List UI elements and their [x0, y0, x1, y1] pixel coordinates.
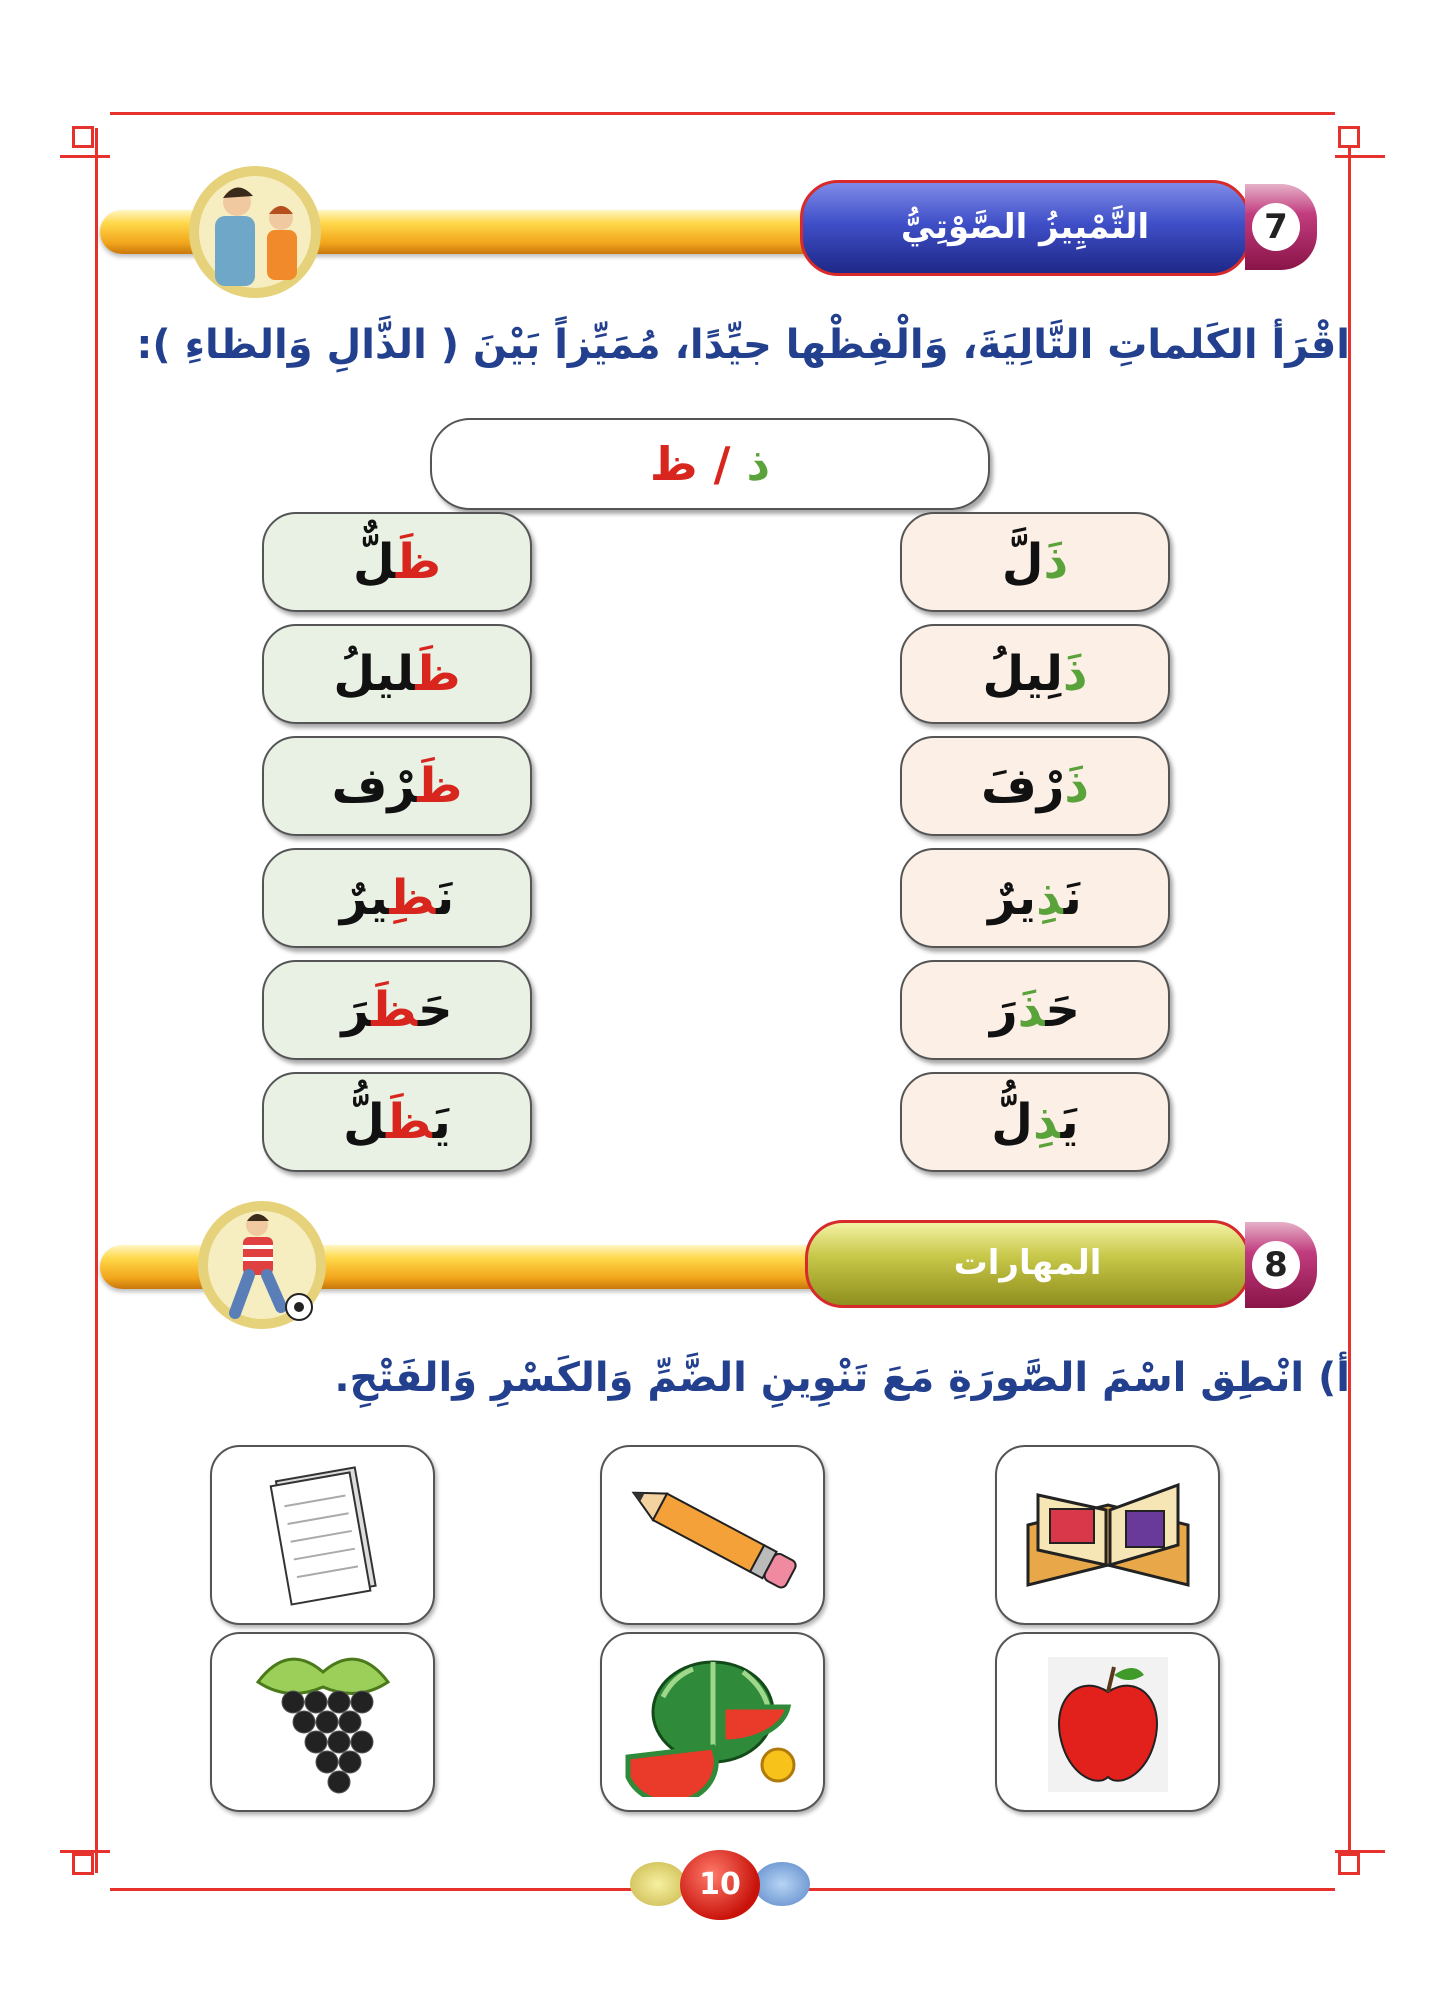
picture-card	[995, 1445, 1220, 1625]
word-pill-zha: ظَرْف	[262, 736, 532, 836]
frame-left	[95, 128, 98, 1873]
dhal-letter: ذ	[746, 437, 771, 491]
paper-icon	[258, 1460, 388, 1610]
zha-letter: ظ	[649, 437, 698, 491]
watermelon-icon	[613, 1647, 813, 1797]
frame-corner	[1338, 126, 1360, 148]
section7-title: التَّمْيِيزُ الصَّوْتِيُّ	[800, 180, 1250, 276]
ornament-right-disc	[754, 1862, 810, 1906]
pencil-icon	[613, 1470, 813, 1600]
picture-card	[995, 1632, 1220, 1812]
frame-corner	[1338, 1853, 1360, 1875]
picture-card	[210, 1632, 435, 1812]
word-pill-zha: ظَليلُ	[262, 624, 532, 724]
page-number-ornament	[630, 1850, 810, 1920]
boy-football-illustration-icon	[195, 1195, 330, 1335]
section7-instruction: اقْرَأ الكَلماتِ التَّالِيَةَ، وَالْفِظْها جيِّدًا، مُمَيِّزاً بَيْنَ ( الذَّالِ وَالظاءِ ):	[136, 322, 1350, 368]
children-illustration-icon	[185, 160, 325, 305]
letters-box	[430, 418, 990, 510]
word-pill-zha: نَظِيرٌ	[262, 848, 532, 948]
frame-ornament	[60, 155, 110, 158]
frame-ornament	[1335, 155, 1385, 158]
word-pill-dhal: ذَرْفَ	[900, 736, 1170, 836]
ornament-left-disc	[630, 1862, 686, 1906]
frame-corner	[72, 1853, 94, 1875]
word-pill-dhal: نَذِيرٌ	[900, 848, 1170, 948]
letters-separator: /	[697, 437, 747, 491]
word-pill-dhal: يَذِلُّ	[900, 1072, 1170, 1172]
frame-top	[110, 112, 1335, 115]
picture-card	[600, 1445, 825, 1625]
word-pill-zha: ظَلٌّ	[262, 512, 532, 612]
word-pill-zha: حَظَرَ	[262, 960, 532, 1060]
word-pill-zha: يَظَلُّ	[262, 1072, 532, 1172]
frame-corner	[72, 126, 94, 148]
section8-number-badge: 8	[1245, 1222, 1317, 1308]
word-pill-dhal: ذَلَّ	[900, 512, 1170, 612]
section8-title: المهارات	[805, 1220, 1250, 1308]
section8-instruction: أ) انْطِق اسْمَ الصَّورَةِ مَعَ تَنْوِينِ الضَّمِّ وَالكَسْرِ وَالفَتْحِ.	[334, 1355, 1350, 1401]
grapes-icon	[238, 1642, 408, 1802]
word-pill-dhal: ذَلِيلُ	[900, 624, 1170, 724]
page-number: 10	[680, 1850, 760, 1920]
picture-card	[210, 1445, 435, 1625]
apple-icon	[1038, 1647, 1178, 1797]
book-icon	[1018, 1465, 1198, 1605]
section7-number-badge: 7	[1245, 184, 1317, 270]
word-pill-dhal: حَذَرَ	[900, 960, 1170, 1060]
picture-card	[600, 1632, 825, 1812]
frame-right	[1348, 128, 1351, 1873]
